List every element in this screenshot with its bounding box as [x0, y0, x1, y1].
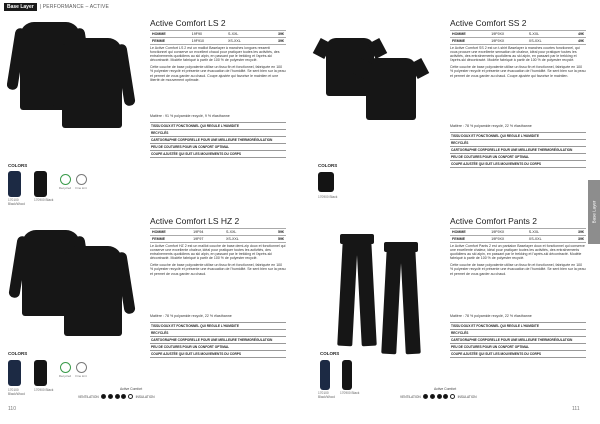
- size-row: [150, 31, 286, 38]
- side-tab[interactable]: [588, 180, 600, 244]
- size-range: XS-XXL: [527, 236, 564, 243]
- scale-dot: [115, 394, 120, 399]
- badge-caption: Recycled: [58, 374, 72, 378]
- badge-caption: Fine knit: [75, 374, 87, 378]
- recycle-icon: [60, 174, 71, 185]
- product-photo-leg: [381, 248, 402, 355]
- price: 39€: [564, 236, 586, 243]
- page-number-right: 111: [572, 406, 580, 412]
- gender: HOMME: [150, 229, 191, 236]
- product-photos: [306, 16, 442, 186]
- material-line: Matière : 78 % polyamide recyclé, 22 % élasthanne: [150, 314, 232, 318]
- gender: FEMME: [150, 38, 190, 45]
- product-title: Active Comfort SS 2: [450, 18, 527, 28]
- ref-code: 19F9XX: [489, 31, 527, 38]
- scale-dot: [101, 394, 106, 399]
- feature-item: COUPE AJUSTÉE QUI SUIT LES MOUVEMENTS DU CORPS: [450, 161, 586, 168]
- feature-item: TISSU DOUX ET FONCTIONNEL QUI REGULE L'HUMIDITE: [150, 123, 286, 130]
- product-photos: [306, 214, 442, 384]
- scale-dot: [430, 394, 435, 399]
- scale-dot: [128, 394, 133, 399]
- recycle-icon: [60, 362, 71, 373]
- swatch-caption: 170900 Black: [34, 198, 54, 202]
- feature-item: CARTOGRAPHIE CORPORELLE POUR UNE MEILLEURE THERMORÉGULATION: [450, 147, 586, 154]
- feature-list: [450, 322, 586, 358]
- knit-icon: [76, 362, 87, 373]
- size-range: S-XXL: [224, 229, 263, 236]
- feature-item: TISSU DOUX ET FONCTIONNEL QUI REGULE L'HUMIDITE: [450, 323, 586, 330]
- feature-item: RECYCLÉS: [150, 330, 286, 337]
- ref-code: 19F90: [190, 31, 226, 38]
- ref-code: 19F910: [190, 38, 226, 45]
- feature-item: CARTOGRAPHIE CORPORELLE POUR UNE MEILLEURE THERMORÉGULATION: [150, 337, 286, 344]
- scale-product-name: Active Comfort: [434, 387, 457, 391]
- size-range: S-XXL: [527, 229, 564, 236]
- product-title: Active Comfort LS 2: [150, 18, 226, 28]
- scale-dot: [450, 394, 455, 399]
- feature-item: PEU DE COUTURES POUR UN CONFORT OPTIMAL: [450, 344, 586, 351]
- size-range: XS-XXL: [224, 236, 263, 243]
- ref-code: 19F9XX: [489, 38, 527, 45]
- side-tab-label: Base Layer: [591, 200, 597, 224]
- size-range: S-XXL: [527, 31, 564, 38]
- size-row: [150, 236, 286, 243]
- description-paragraph: Cette couche de base polyvalente utilise un tissu fin et fonctionnel, fabriquée en 100 % polyester recyclé et présente une évacuation de l'humidité. Se sent bien sur la peau et permet de vous garder au chaud. Coupe ajustée qui favorise le maintien.: [450, 65, 586, 78]
- material-line: Matière : 78 % polyamide recyclé, 22 % élasthanne: [450, 314, 532, 318]
- feature-list: [450, 132, 586, 168]
- price: 39€: [264, 38, 286, 45]
- size-row: [450, 229, 586, 236]
- feature-item: TISSU DOUX ET FONCTIONNEL QUI REGULE L'HUMIDITE: [450, 133, 586, 140]
- gender: FEMME: [450, 236, 489, 243]
- size-range: XS-XXL: [527, 38, 564, 45]
- gender: HOMME: [450, 229, 489, 236]
- ref-code: 19F9XX: [489, 236, 527, 243]
- product-photo-leg: [337, 240, 358, 347]
- price: 49€: [564, 31, 586, 38]
- feature-item: COUPE AJUSTÉE QUI SUIT LES MOUVEMENTS DU CORPS: [150, 351, 286, 358]
- size-row: [450, 236, 586, 243]
- scale-dot: [121, 394, 126, 399]
- description-paragraph: Cette couche de base polyvalente utilise un tissu fin et fonctionnel, fabriquée en 100 % polyester recyclé et présente une évacuation de l'humidité. Se sent bien sur la peau et permet de vous garder au chaud. Coupe ajustée qui favorise le maintien et une liberté de mouvement optimale.: [150, 65, 286, 82]
- badge-caption: Recycled: [58, 186, 72, 190]
- feature-item: RECYCLÉS: [450, 140, 586, 147]
- feature-item: RECYCLÉS: [150, 130, 286, 137]
- section-tag: Base Layer: [4, 3, 37, 11]
- knit-icon: [76, 174, 87, 185]
- feature-item: CARTOGRAPHIE CORPORELLE POUR UNE MEILLEURE THERMORÉGULATION: [150, 137, 286, 144]
- product-card-ss2: [306, 16, 588, 200]
- product-description: [150, 244, 286, 279]
- description-paragraph: Le Active Comfort HZ 2 est un maillot couche de base demi-zip doux et fonctionnel qui conserve une excellente chaleur, idéal pour pratiquer toutes les activités, des entraînements quotidiens au ski alpin, en passant par le trekking et l'après-ski décontracté. Modèle fabriqué à partir de 100 % de polyester recyclé.: [150, 244, 286, 261]
- feature-item: PEU DE COUTURES POUR UN CONFORT OPTIMAL: [150, 344, 286, 351]
- scale-right-label: INSULATION: [135, 394, 155, 399]
- product-photo-front: [64, 246, 122, 336]
- description-paragraph: Le Active Comfort Pants 2 est un pantalon Baselayer doux et fonctionnel qui conserve une excellente chaleur, idéal pour pratiquer toutes les activités, des entraînements quotidiens au ski alpin, en passant par le trekking et l'après-ski décontracté. Modèle fabriqué à partir de 100 % de polyester recyclé.: [450, 244, 585, 261]
- scale-dot: [443, 394, 448, 399]
- color-swatch[interactable]: [34, 360, 47, 386]
- product-photo-leg: [356, 240, 377, 347]
- scale-right-label: INSULATION: [457, 394, 477, 399]
- ref-code: 19F97: [191, 236, 224, 243]
- scale-dot: [108, 394, 113, 399]
- price: 59€: [263, 236, 286, 243]
- page-number-left: 110: [8, 406, 16, 412]
- product-photos: [6, 16, 142, 186]
- ref-code: 19F94: [191, 229, 224, 236]
- badge-caption: Fine knit: [75, 186, 87, 190]
- product-description: [450, 244, 586, 279]
- size-row: [150, 229, 286, 236]
- size-table: [150, 30, 286, 45]
- swatch-caption: 170900 Black: [34, 388, 54, 392]
- color-swatch[interactable]: [342, 360, 352, 390]
- product-description: [150, 46, 286, 85]
- material-line: Matière : 78 % polyamide recyclé, 22 % élasthanne: [450, 124, 532, 128]
- price: 39€: [564, 229, 586, 236]
- product-card-ls2: [6, 16, 288, 206]
- color-swatch[interactable]: [34, 171, 47, 197]
- price: 39€: [264, 31, 286, 38]
- feature-item: CARTOGRAPHIE CORPORELLE POUR UNE MEILLEURE THERMORÉGULATION: [450, 337, 586, 344]
- swatch-caption: 170100 Black/Wood: [318, 391, 335, 399]
- gender: HOMME: [150, 31, 190, 38]
- section-subtitle: | PERFORMANCE – ACTIVE: [39, 4, 110, 10]
- product-photo-front: [62, 38, 122, 128]
- swatch-caption: 170900 Black: [340, 391, 360, 395]
- size-row: [150, 38, 286, 45]
- swatch-caption: 170100 Black/Wood: [8, 198, 25, 206]
- feature-item: PEU DE COUTURES POUR UN CONFORT OPTIMAL: [150, 144, 286, 151]
- description-paragraph: Cette couche de base polyvalente utilise un tissu fin et fonctionnel, fabriquée en 100 % polyester recyclé et présente une évacuation de l'humidité. Se sent bien sur la peau et permet de vous garder au chaud.: [150, 263, 286, 276]
- product-title: Active Comfort LS HZ 2: [150, 216, 240, 226]
- product-card-lshz2: [6, 214, 288, 398]
- size-table: [150, 228, 286, 243]
- color-swatch[interactable]: [8, 171, 21, 197]
- colors-label: COLORS: [8, 351, 28, 356]
- gender: FEMME: [150, 236, 191, 243]
- description-paragraph: Cette couche de base polyvalente utilise un tissu fin et fonctionnel, fabriquée en 100 % polyester recyclé et présente une évacuation de l'humidité. Se sent bien sur la peau et permet de vous garder au chaud.: [450, 263, 586, 276]
- colors-label: COLORS: [318, 163, 338, 168]
- color-swatch[interactable]: [8, 360, 21, 386]
- size-table: [450, 228, 586, 243]
- swatch-caption: 170100 Black/Wood: [8, 388, 25, 396]
- gender: FEMME: [450, 38, 489, 45]
- feature-item: COUPE AJUSTÉE QUI SUIT LES MOUVEMENTS DU CORPS: [450, 351, 586, 358]
- product-title: Active Comfort Pants 2: [450, 216, 537, 226]
- price: 49€: [564, 38, 586, 45]
- feature-list: [150, 122, 286, 158]
- scale-left-label: VENTILATION: [78, 394, 99, 399]
- description-paragraph: Le Active Comfort SS 2 est un t-shirt Baselayer à manches courtes fonctionnel, qui vous procure une excellente sensation de chaleur, idéal pour pratiquer toutes les activités, des entraînements quotidiens au ski alpin, en passant par le trekking et l'après-ski décontracté. Modèle fabriqué à partir de 100 % de polyester recyclé.: [450, 46, 580, 63]
- feature-item: TISSU DOUX ET FONCTIONNEL QUI REGULE L'HUMIDITE: [150, 323, 286, 330]
- ref-code: 19F9XX: [489, 229, 527, 236]
- size-row: [450, 38, 586, 45]
- feature-item: PEU DE COUTURES POUR UN CONFORT OPTIMAL: [450, 154, 586, 161]
- feature-item: RECYCLÉS: [450, 330, 586, 337]
- page-header: [4, 3, 109, 11]
- product-photo-front: [366, 58, 416, 120]
- scale-dot: [437, 394, 442, 399]
- scale-left-label: VENTILATION: [400, 394, 421, 399]
- product-description: [450, 46, 586, 81]
- price: 59€: [263, 229, 286, 236]
- color-swatch[interactable]: [320, 360, 330, 390]
- warmth-scale: [76, 394, 157, 399]
- size-range: S-XXL: [226, 31, 264, 38]
- scale-dot: [423, 394, 428, 399]
- product-card-pants2: [306, 214, 588, 398]
- product-photo-leg: [400, 248, 421, 355]
- warmth-scale: [398, 394, 479, 399]
- gender: HOMME: [450, 31, 489, 38]
- size-table: [450, 30, 586, 45]
- size-range: XS-XXL: [226, 38, 264, 45]
- product-photos: [6, 214, 142, 384]
- description-paragraph: Le Active Comfort LS 2 est un maillot Baselayer à manches longues ressenti fonctionnel qui conserve un excellent chaud pour pratiquer toutes les activités, des entraînements quotidiens au ski alpin, en passant par le trekking et l'après-ski décontracté. Modèle fabriqué à partir de 100 % de polyester recyclé.: [150, 46, 280, 63]
- swatch-caption: 170900 Black: [318, 195, 338, 199]
- colors-label: COLORS: [8, 163, 28, 168]
- feature-list: [150, 322, 286, 358]
- feature-item: COUPE AJUSTÉE QUI SUIT LES MOUVEMENTS DU CORPS: [150, 151, 286, 158]
- scale-product-name: Active Comfort: [120, 387, 143, 391]
- color-swatch[interactable]: [318, 172, 334, 192]
- size-row: [450, 31, 586, 38]
- colors-label: COLORS: [320, 351, 340, 356]
- material-line: Matière : 91 % polyamide recyclé, 9 % élasthanne: [150, 114, 230, 118]
